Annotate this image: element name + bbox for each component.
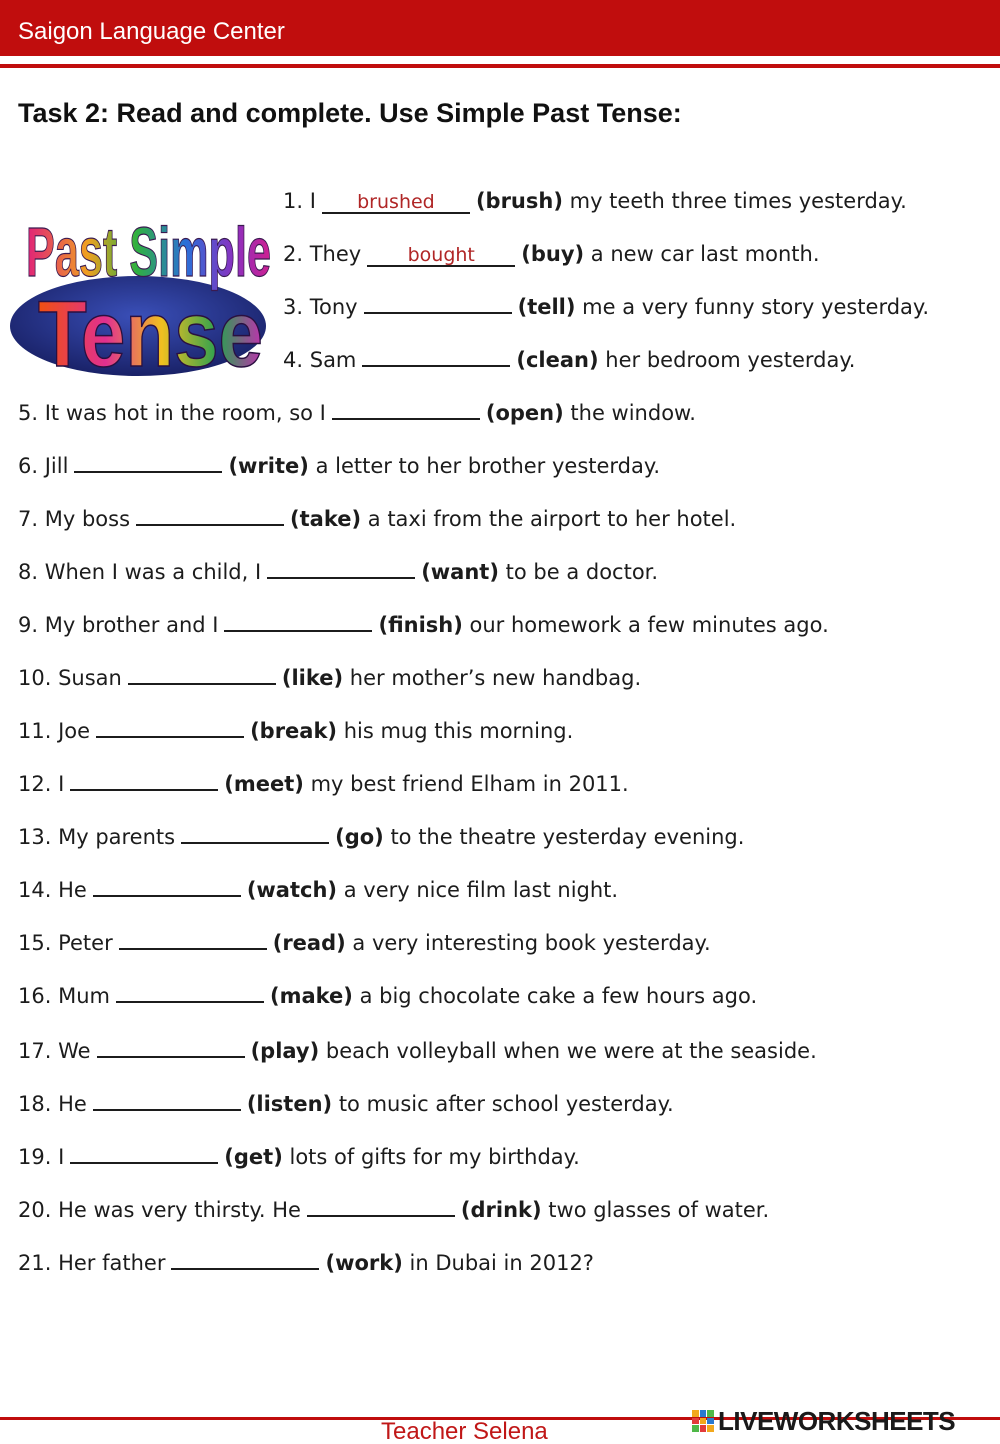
liveworksheets-grid-icon — [692, 1410, 714, 1432]
base-verb: (take) — [290, 507, 362, 531]
question-text-after: a big chocolate cake a few hours ago. — [359, 984, 758, 1008]
question-number: 13. — [18, 825, 52, 849]
base-verb: (brush) — [475, 189, 563, 213]
base-verb: (make) — [269, 984, 353, 1008]
question-item — [18, 663, 641, 693]
question-text-before: My brother and I — [44, 613, 219, 637]
logo-line2: Tense — [38, 281, 263, 386]
question-text-after: two glasses of water. — [548, 1198, 770, 1222]
header-title: Saigon Language Center — [18, 18, 285, 45]
question-number: 4. — [283, 348, 304, 372]
base-verb: (finish) — [378, 613, 463, 637]
answer-blank[interactable] — [224, 610, 372, 632]
question-number: 5. — [18, 401, 39, 425]
question-item — [18, 875, 618, 905]
answer-blank[interactable] — [136, 504, 284, 526]
answer-blank[interactable] — [96, 716, 244, 738]
base-verb: (break) — [250, 719, 338, 743]
question-number: 1. — [283, 189, 304, 213]
question-text-before: Susan — [58, 666, 122, 690]
base-verb: (like) — [281, 666, 344, 690]
question-text-before: He — [58, 878, 87, 902]
liveworksheets-brand: LIVEWORKSHEETS — [718, 1405, 956, 1436]
base-verb: (meet) — [224, 772, 304, 796]
base-verb: (write) — [228, 454, 309, 478]
question-number: 16. — [18, 984, 52, 1008]
base-verb: (read) — [272, 931, 346, 955]
question-number: 15. — [18, 931, 52, 955]
answer-blank[interactable] — [332, 398, 480, 420]
question-text-before: I — [58, 772, 65, 796]
question-text-after: to music after school yesterday. — [338, 1092, 674, 1116]
question-text-after: me a very funny story yesterday. — [582, 295, 930, 319]
answer-blank[interactable] — [70, 769, 218, 791]
answer-blank[interactable] — [181, 822, 329, 844]
question-text-before: My boss — [44, 507, 131, 531]
answer-blank[interactable] — [93, 1089, 241, 1111]
question-item — [18, 1248, 594, 1278]
past-simple-tense-logo — [8, 186, 276, 386]
question-item — [18, 398, 696, 428]
question-text-before: When I was a child, I — [44, 560, 262, 584]
question-item — [18, 504, 736, 534]
base-verb: (go) — [335, 825, 384, 849]
question-text-after: to be a doctor. — [505, 560, 659, 584]
question-number: 14. — [18, 878, 52, 902]
base-verb: (play) — [250, 1039, 320, 1063]
question-text-after: the window. — [570, 401, 696, 425]
answer-blank[interactable] — [267, 557, 415, 579]
question-text-after: her bedroom yesterday. — [605, 348, 856, 372]
question-text-before: Joe — [58, 719, 91, 743]
answer-blank[interactable]: bought — [367, 245, 515, 267]
question-text-after: lots of gifts for my birthday. — [289, 1145, 580, 1169]
question-text-after: a letter to her brother yesterday. — [315, 454, 660, 478]
question-text-before: We — [58, 1039, 91, 1063]
question-number: 7. — [18, 507, 39, 531]
question-text-before: Sam — [309, 348, 357, 372]
question-text-before: Tony — [309, 295, 358, 319]
answer-blank[interactable] — [307, 1195, 455, 1217]
question-text-before: It was hot in the room, so I — [44, 401, 326, 425]
liveworksheets-logo — [692, 1406, 955, 1436]
logo-line1: Past Simple — [26, 213, 271, 291]
answer-blank[interactable] — [171, 1248, 319, 1270]
base-verb: (tell) — [517, 295, 576, 319]
question-item — [18, 981, 757, 1011]
question-text-after: my teeth three times yesterday. — [569, 189, 907, 213]
question-text-after: a very nice film last night. — [343, 878, 619, 902]
base-verb: (watch) — [246, 878, 338, 902]
question-text-before: I — [58, 1145, 65, 1169]
question-text-before: They — [309, 242, 362, 266]
question-item — [283, 186, 907, 216]
base-verb: (get) — [224, 1145, 283, 1169]
base-verb: (drink) — [460, 1198, 542, 1222]
question-text-before: Mum — [58, 984, 110, 1008]
task-title: Task 2: Read and complete. Use Simple Past Tense: — [18, 98, 682, 128]
answer-blank[interactable] — [74, 451, 222, 473]
question-text-before: I — [309, 189, 316, 213]
answer-blank[interactable] — [93, 875, 241, 897]
base-verb: (buy) — [521, 242, 585, 266]
question-number: 3. — [283, 295, 304, 319]
base-verb: (clean) — [516, 348, 599, 372]
question-number: 9. — [18, 613, 39, 637]
question-text-after: a taxi from the airport to her hotel. — [367, 507, 737, 531]
question-number: 6. — [18, 454, 39, 478]
answer-blank[interactable] — [364, 292, 512, 314]
header-divider — [0, 64, 1000, 68]
footer-teacher: Teacher Selena — [381, 1418, 548, 1444]
question-text-before: Jill — [44, 454, 69, 478]
question-item — [18, 451, 660, 481]
question-number: 2. — [283, 242, 304, 266]
question-text-after: my best friend Elham in 2011. — [310, 772, 629, 796]
question-text-before: Her father — [58, 1251, 166, 1275]
base-verb: (open) — [485, 401, 564, 425]
question-number: 18. — [18, 1092, 52, 1116]
question-number: 12. — [18, 772, 52, 796]
question-text-after: in Dubai in 2012? — [409, 1251, 594, 1275]
question-number: 17. — [18, 1039, 52, 1063]
question-item — [18, 1195, 769, 1225]
base-verb: (listen) — [246, 1092, 333, 1116]
question-text-after: a new car last month. — [590, 242, 820, 266]
question-item — [283, 292, 929, 322]
question-item — [18, 1036, 817, 1066]
question-item — [18, 557, 658, 587]
question-item — [18, 928, 711, 958]
question-text-after: her mother’s new handbag. — [349, 666, 642, 690]
answer-blank[interactable] — [128, 663, 276, 685]
question-number: 10. — [18, 666, 52, 690]
question-text-before: He — [58, 1092, 87, 1116]
answer-blank[interactable] — [97, 1036, 245, 1058]
question-number: 19. — [18, 1145, 52, 1169]
question-item — [18, 822, 744, 852]
base-verb: (want) — [421, 560, 499, 584]
question-number: 8. — [18, 560, 39, 584]
question-item — [283, 345, 855, 375]
question-number: 20. — [18, 1198, 52, 1222]
answer-blank[interactable] — [119, 928, 267, 950]
answer-blank[interactable] — [116, 981, 264, 1003]
question-text-after: our homework a few minutes ago. — [469, 613, 829, 637]
base-verb: (work) — [325, 1251, 403, 1275]
answer-blank[interactable]: brushed — [322, 192, 470, 214]
question-text-after: to the theatre yesterday evening. — [390, 825, 745, 849]
question-item — [18, 610, 829, 640]
question-text-after: beach volleyball when we were at the seaside. — [325, 1039, 817, 1063]
question-number: 21. — [18, 1251, 52, 1275]
answer-blank[interactable] — [362, 345, 510, 367]
question-text-after: his mug this morning. — [343, 719, 574, 743]
question-number: 11. — [18, 719, 52, 743]
question-item — [283, 239, 820, 269]
answer-blank[interactable] — [70, 1142, 218, 1164]
question-text-before: He was very thirsty. He — [58, 1198, 301, 1222]
question-item — [18, 1089, 674, 1119]
question-text-before: My parents — [58, 825, 176, 849]
question-text-after: a very interesting book yesterday. — [352, 931, 711, 955]
question-item — [18, 1142, 580, 1172]
question-item — [18, 716, 573, 746]
question-text-before: Peter — [58, 931, 113, 955]
question-item — [18, 769, 629, 799]
